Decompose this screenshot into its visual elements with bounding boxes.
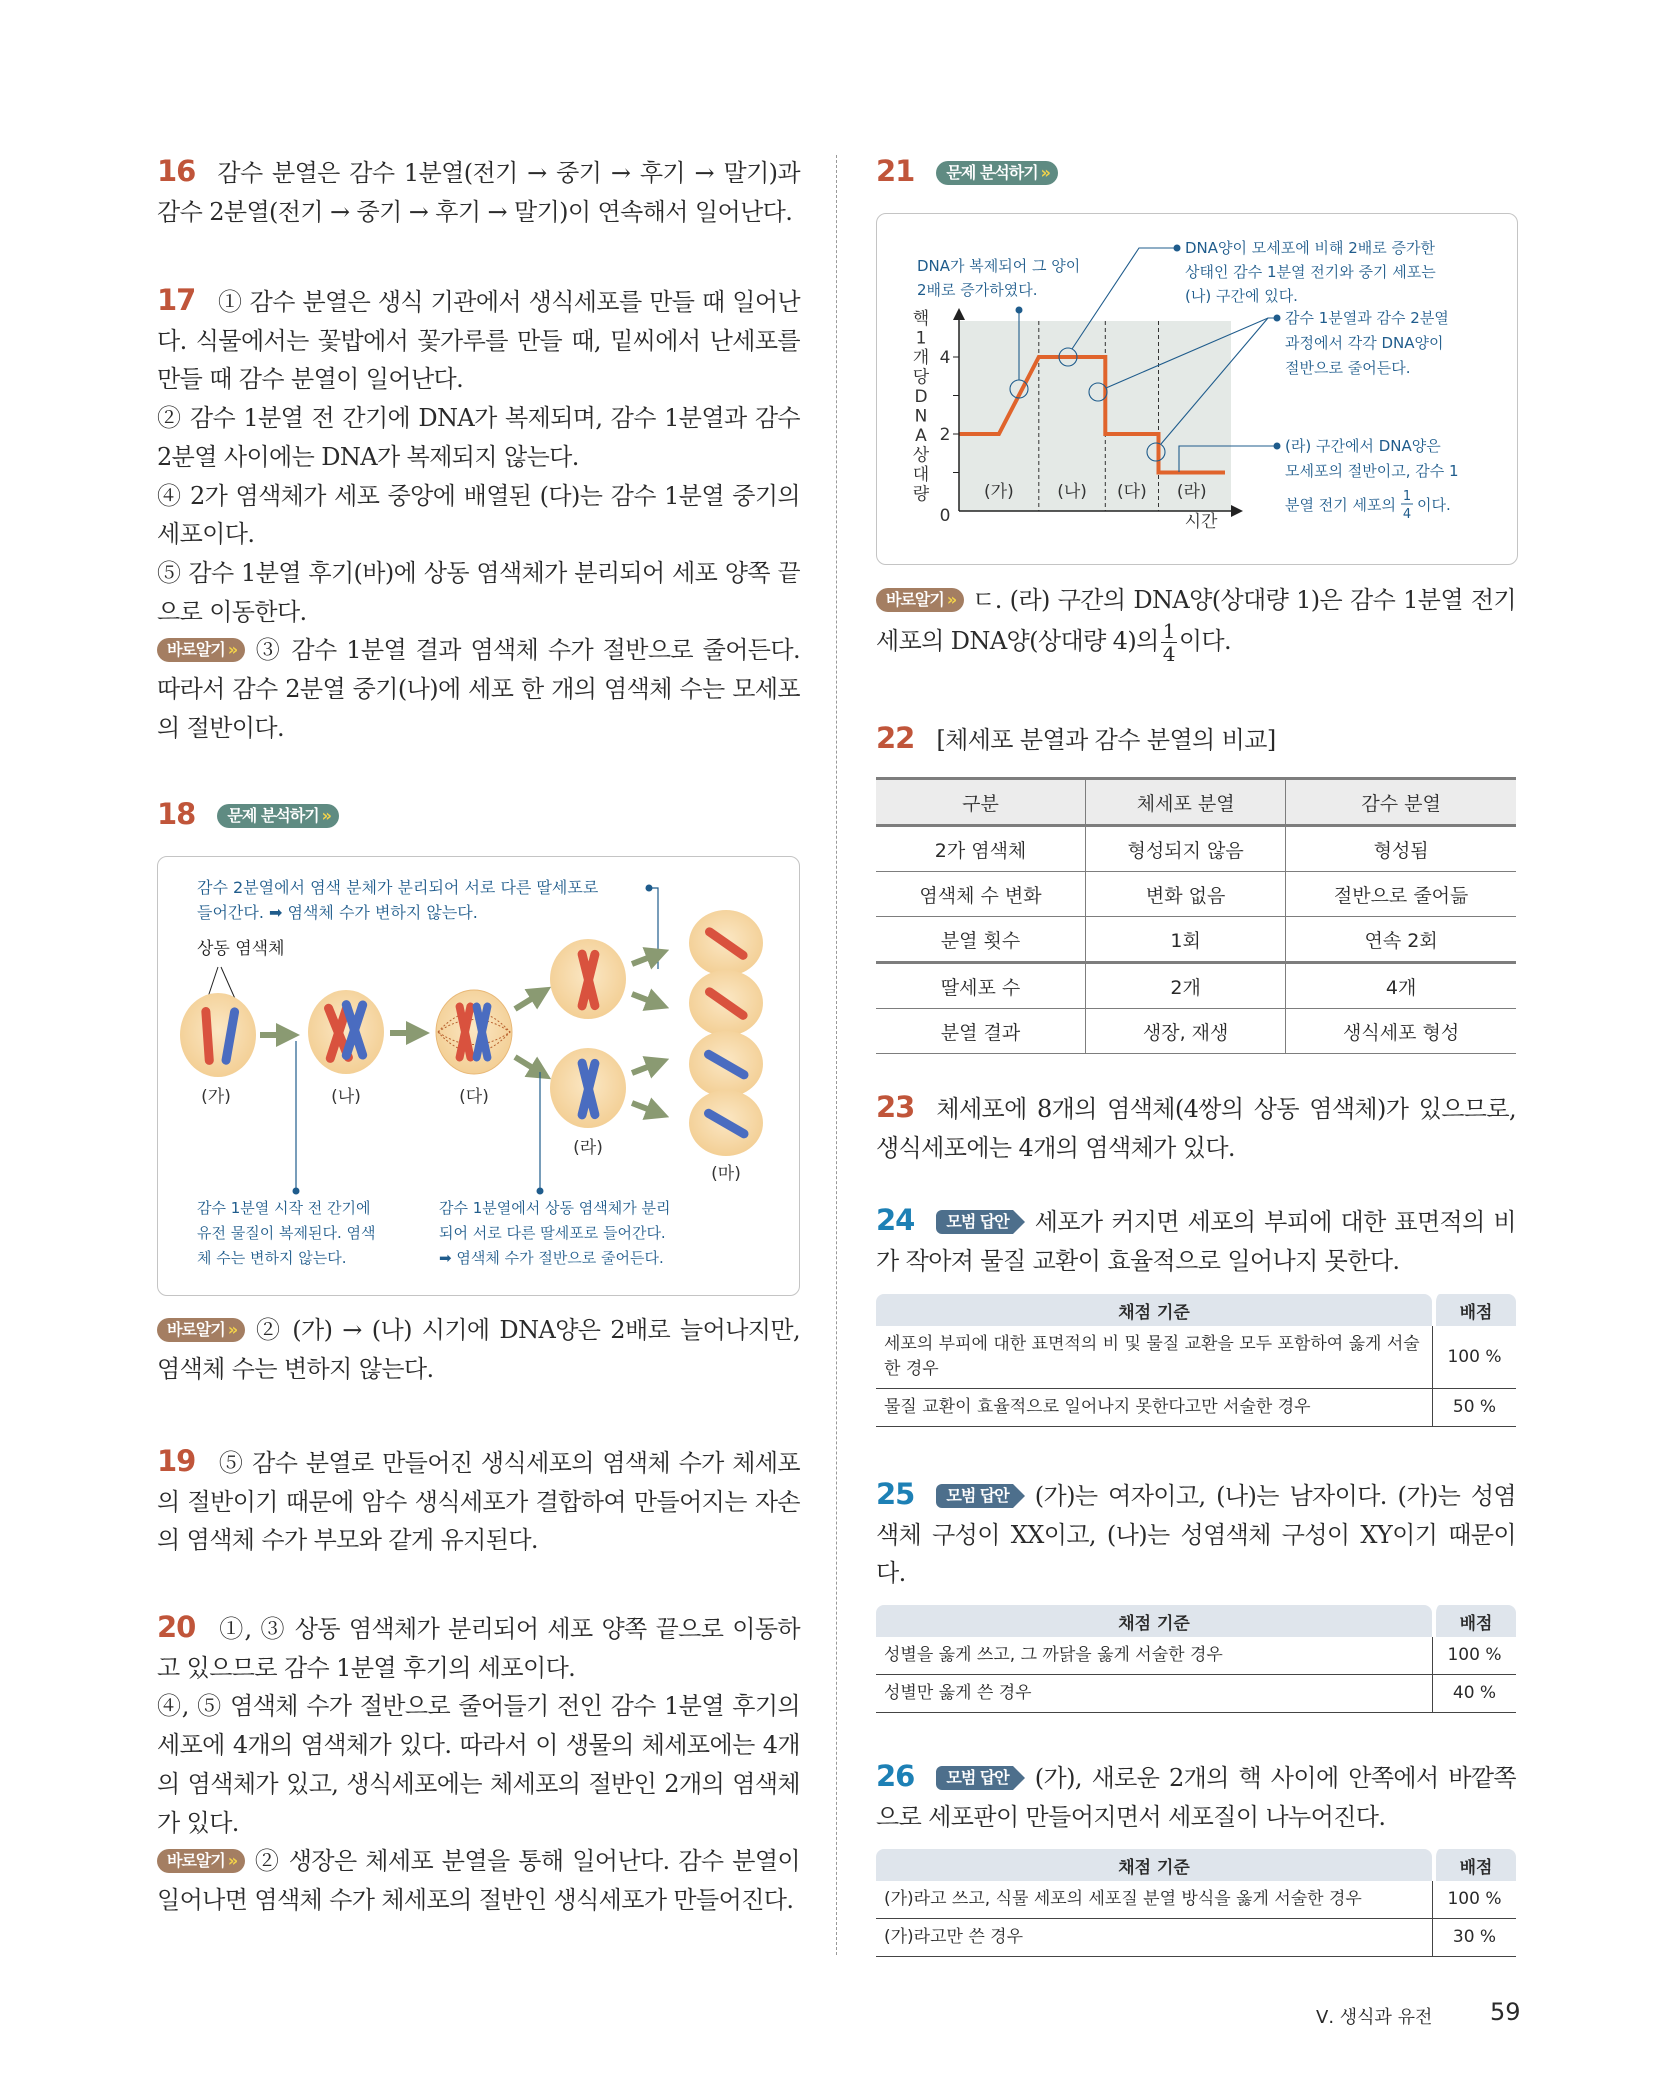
note-meiosis2-result: 들어간다. ➡ 염색체 수가 변하지 않는다. <box>197 903 478 922</box>
annotation-prophase: (나) 구간에 있다. <box>1185 287 1298 305</box>
annotation-ra: 분열 전기 세포의 <box>1285 496 1396 514</box>
column-header: 채점 기준 <box>876 1605 1432 1637</box>
question-number: 16 <box>157 154 196 188</box>
answer-text: ④, ⑤ 염색체 수가 절반으로 줄어들기 전인 감수 1분열 후기의 세포에 4개의 염색체가 있다. 따라서 이 생물의 체세포에는 4개의 염색체가 있고, 생식세포에는 체세포의 절반인 2개의 염색체가 있다. <box>157 1692 800 1837</box>
column-header: 감수 분열 <box>1286 779 1516 826</box>
meiosis-diagram <box>158 857 799 1295</box>
table-cell: 분열 결과 <box>876 1009 1086 1054</box>
cell-ma-4 <box>689 1090 763 1156</box>
annotation-halving: 감수 1분열과 감수 2분열 <box>1285 309 1449 327</box>
leader-dot <box>537 1188 544 1195</box>
answer-text: ①, ③ 상동 염색체가 분리되어 세포 양쪽 끝으로 이동하고 있으므로 감수 1분열 후기의 세포이다. <box>157 1615 800 1682</box>
answer-text: ④ 2가 염색체가 세포 중앙에 배열된 (다)는 감수 1분열 중기의 세포이다. <box>157 481 800 549</box>
dna-graph-box <box>876 213 1518 565</box>
model-answer-badge: 모범 답안 <box>936 1210 1012 1234</box>
cell-na <box>308 990 384 1074</box>
cell-ra-bottom <box>550 1048 626 1128</box>
answer-20 <box>157 1608 800 1920</box>
region-label: (가) <box>984 482 1014 502</box>
analysis-badge: 문제 분석하기 » <box>217 804 339 828</box>
answer-text: (가), 새로운 2개의 핵 사이에 안쪽에서 바깥쪽으로 세포판이 만들어지면서 세포질이 나누어진다. <box>876 1764 1516 1831</box>
table-row <box>876 917 1516 963</box>
column-header: 배점 <box>1432 1294 1516 1326</box>
annotation-replication: 2배로 증가하였다. <box>917 281 1038 299</box>
fraction-denominator: 4 <box>1402 507 1412 522</box>
rubric-row <box>876 1326 1516 1389</box>
annotation-ra: (라) 구간에서 DNA양은 <box>1285 437 1441 455</box>
correction-badge: 바로알기 » <box>157 1318 245 1342</box>
answer-24 <box>876 1201 1516 1280</box>
footer-chapter: Ⅴ. 생식과 유전 <box>1316 2007 1433 2028</box>
question-number: 25 <box>876 1477 915 1511</box>
table-title: [체세포 분열과 감수 분열의 비교] <box>936 726 1276 754</box>
column-header: 배점 <box>1432 1849 1516 1881</box>
y-tick-label: 0 <box>939 506 951 526</box>
cell-da <box>436 990 512 1074</box>
label-ma: (마) <box>711 1164 741 1184</box>
table-cell: 생식세포 형성 <box>1286 1009 1516 1054</box>
score-cell: 100 % <box>1432 1637 1516 1675</box>
note-meiosis1: 되어 서로 다른 딸세포로 들어간다. <box>439 1224 666 1242</box>
note-interphase: 감수 1분열 시작 전 간기에 <box>197 1199 371 1217</box>
column-divider <box>836 155 837 1955</box>
table-cell: 형성됨 <box>1286 826 1516 872</box>
annotation-prophase: DNA양이 모세포에 비해 2배로 증가한 <box>1185 239 1436 257</box>
note-interphase: 체 수는 변하지 않는다. <box>197 1249 347 1267</box>
correction-badge: 바로알기 » <box>876 588 964 612</box>
table-row <box>876 1009 1516 1054</box>
table-cell: 딸세포 수 <box>876 963 1086 1009</box>
analysis-badge: 문제 분석하기 » <box>936 161 1058 185</box>
answer-26 <box>876 1757 1516 1836</box>
question-number: 21 <box>876 154 915 188</box>
table-cell: 변화 없음 <box>1086 872 1286 917</box>
homolog-label: 상동 염색체 <box>197 939 285 959</box>
question-21-header <box>876 152 1516 193</box>
annotation-ra: 이다. <box>1417 496 1451 514</box>
answer-text: 감수 분열은 감수 1분열(전기 → 중기 → 후기 → 말기)과 감수 2분열(전기 → 중기 → 후기 → 말기)이 연속해서 일어난다. <box>157 159 800 226</box>
criterion-cell: (가)라고 쓰고, 식물 세포의 세포질 분열 방식을 옳게 서술한 경우 <box>876 1881 1432 1919</box>
rubric-row <box>876 1881 1516 1919</box>
region-label: (나) <box>1057 482 1087 502</box>
note-meiosis1: 감수 1분열에서 상동 염색체가 분리 <box>439 1199 671 1217</box>
leader-dot <box>1016 307 1023 314</box>
question-number: 18 <box>157 797 196 831</box>
model-answer-badge: 모범 답안 <box>936 1484 1012 1508</box>
table-cell: 연속 2회 <box>1286 917 1516 963</box>
annotation-prophase: 상태인 감수 1분열 전기와 중기 세포는 <box>1185 263 1436 281</box>
question-number: 19 <box>157 1444 196 1478</box>
table-cell: 2개 <box>1086 963 1286 1009</box>
answer-25 <box>876 1475 1516 1593</box>
column-header: 구분 <box>876 779 1086 826</box>
cell-ma-1 <box>689 910 763 976</box>
dna-amount-chart <box>877 214 1517 564</box>
correction-text: ② (가) → (나) 시기에 DNA양은 2배로 늘어나지만, 염색체 수는 변하지 않는다. <box>157 1316 800 1383</box>
y-tick-label: 4 <box>939 348 951 368</box>
table-row <box>876 963 1516 1009</box>
answer-text: ⑤ 감수 1분열 후기(바)에 상동 염색체가 분리되어 세포 양쪽 끝으로 이동한다. <box>157 558 800 626</box>
region-label: (라) <box>1176 482 1207 502</box>
y-axis-label: 핵 1 개 당 D N A 상 대 량 <box>912 309 930 505</box>
correction-text: ㄷ. (라) 구간의 DNA양(상대량 1)은 감수 1분열 전기 세포의 DNA양(상대량 4)의 <box>876 586 1516 655</box>
annotation-replication: DNA가 복제되어 그 양이 <box>917 257 1081 275</box>
note-meiosis2: 감수 2분열에서 염색 분체가 분리되어 서로 다른 딸세포로 <box>197 878 599 897</box>
leader-dot <box>1274 315 1281 322</box>
table-cell: 2가 염색체 <box>876 826 1086 872</box>
answer-18-correction <box>157 1311 800 1388</box>
table-cell: 염색체 수 변화 <box>876 872 1086 917</box>
score-cell: 100 % <box>1432 1881 1516 1919</box>
column-header: 채점 기준 <box>876 1849 1432 1881</box>
answer-text: ⑤ 감수 분열로 만들어진 생식세포의 염색체 수가 체세포의 절반이기 때문에 암수 생식세포가 결합하여 만들어지는 자손의 염색체 수가 부모와 같게 유지된다. <box>157 1449 800 1555</box>
column-header: 체세포 분열 <box>1086 779 1286 826</box>
score-cell: 100 % <box>1432 1326 1516 1389</box>
score-cell: 30 % <box>1432 1919 1516 1957</box>
criterion-cell: 물질 교환이 효율적으로 일어나지 못한다고만 서술한 경우 <box>876 1389 1432 1427</box>
question-number: 26 <box>876 1759 915 1793</box>
answer-21-correction <box>876 581 1516 665</box>
cell-ma-3 <box>689 1031 763 1097</box>
comparison-table <box>876 777 1516 1054</box>
rubric-table-26 <box>876 1849 1516 1957</box>
rubric-row <box>876 1637 1516 1675</box>
correction-badge: 바로알기 » <box>157 638 245 662</box>
label-na: (나) <box>331 1087 361 1107</box>
question-number: 24 <box>876 1203 915 1237</box>
table-cell: 4개 <box>1286 963 1516 1009</box>
correction-text: ② 생장은 체세포 분열을 통해 일어난다. 감수 분열이 일어나면 염색체 수가 체세포의 절반인 생식세포가 만들어진다. <box>157 1847 800 1914</box>
rubric-table-24 <box>876 1294 1516 1427</box>
fraction: $\frac{1}{4}$ <box>1162 618 1175 666</box>
leader-dot <box>1274 443 1281 450</box>
column-header: 배점 <box>1432 1605 1516 1637</box>
answer-23 <box>876 1088 1516 1167</box>
annotation-halving: 과정에서 각각 DNA양이 <box>1285 334 1444 352</box>
cell-ga <box>180 993 256 1077</box>
region-label: (다) <box>1117 482 1147 502</box>
annotation-halving: 절반으로 줄어든다. <box>1285 359 1411 377</box>
question-number: 22 <box>876 721 915 755</box>
label-da: (다) <box>459 1087 489 1107</box>
correction-text: ③ 감수 1분열 결과 염색체 수가 절반으로 줄어든다. 따라서 감수 2분열 중기(나)에 세포 한 개의 염색체 수는 모세포의 절반이다. <box>157 636 800 742</box>
answer-text: ① 감수 분열은 생식 기관에서 생식세포를 만들 때 일어난다. 식물에서는 꽃밥에서 꽃가루를 만들 때, 밑씨에서 난세포를 만들 때 감수 분열이 일어난다. <box>157 288 800 394</box>
rubric-row <box>876 1919 1516 1957</box>
answer-text: 체세포에 8개의 염색체(4쌍의 상동 염색체)가 있으므로, 생식세포에는 4개의 염색체가 있다. <box>876 1095 1516 1162</box>
table-cell: 1회 <box>1086 917 1286 963</box>
note-meiosis1: ➡ 염색체 수가 절반으로 줄어든다. <box>439 1249 664 1267</box>
answer-19 <box>157 1442 800 1560</box>
criterion-cell: (가)라고만 쓴 경우 <box>876 1919 1432 1957</box>
criterion-cell: 세포의 부피에 대한 표면적의 비 및 물질 교환을 모두 포함하여 옳게 서술한 경우 <box>876 1326 1432 1389</box>
answer-text: ② 감수 1분열 전 간기에 DNA가 복제되며, 감수 1분열과 감수 2분열 사이에는 DNA가 복제되지 않는다. <box>157 404 800 471</box>
model-answer-badge: 모범 답안 <box>936 1766 1012 1790</box>
column-header: 채점 기준 <box>876 1294 1432 1326</box>
criterion-cell: 성별만 옳게 쓴 경우 <box>876 1675 1432 1713</box>
question-number: 20 <box>157 1610 196 1644</box>
question-number: 17 <box>157 283 196 317</box>
criterion-cell: 성별을 옳게 쓰고, 그 까닭을 옳게 서술한 경우 <box>876 1637 1432 1675</box>
leader-dot <box>1174 245 1181 252</box>
leader-dot <box>293 1188 300 1195</box>
table-cell: 생장, 재생 <box>1086 1009 1286 1054</box>
fraction-numerator: 1 <box>1402 489 1412 504</box>
table-row <box>876 872 1516 917</box>
rubric-table-25 <box>876 1605 1516 1713</box>
correction-badge: 바로알기 » <box>157 1849 245 1873</box>
meiosis-diagram-box <box>157 856 800 1296</box>
answer-text: (가)는 여자이고, (나)는 남자이다. (가)는 성염색체 구성이 XX이고, (나)는 성염색체 구성이 XY이기 때문이다. <box>876 1482 1516 1588</box>
rubric-row <box>876 1675 1516 1713</box>
answer-text: 세포가 커지면 세포의 부피에 대한 표면적의 비가 작아져 물질 교환이 효율적으로 일어나지 못한다. <box>876 1208 1516 1275</box>
question-18-header <box>157 795 800 836</box>
answer-17 <box>157 281 800 747</box>
question-22-header <box>876 719 1516 760</box>
score-cell: 40 % <box>1432 1675 1516 1713</box>
note-interphase: 유전 물질이 복제된다. 염색 <box>197 1224 376 1242</box>
question-number: 23 <box>876 1090 915 1124</box>
cell-ra-top <box>550 939 626 1019</box>
annotation-ra: 모세포의 절반이고, 감수 1 <box>1285 462 1459 480</box>
x-axis-label: 시간 <box>1184 512 1218 532</box>
table-cell: 분열 횟수 <box>876 917 1086 963</box>
page-number: 59 <box>1490 1998 1521 2026</box>
y-tick-label: 2 <box>939 425 951 445</box>
correction-text: 이다. <box>1178 626 1232 655</box>
score-cell: 50 % <box>1432 1389 1516 1427</box>
table-row <box>876 826 1516 872</box>
answer-16 <box>157 152 800 231</box>
cell-ma-2 <box>689 970 763 1036</box>
table-cell: 절반으로 줄어듦 <box>1286 872 1516 917</box>
label-ra: (라) <box>573 1138 603 1158</box>
table-cell: 형성되지 않음 <box>1086 826 1286 872</box>
label-ga: (가) <box>201 1087 231 1107</box>
rubric-row <box>876 1389 1516 1427</box>
